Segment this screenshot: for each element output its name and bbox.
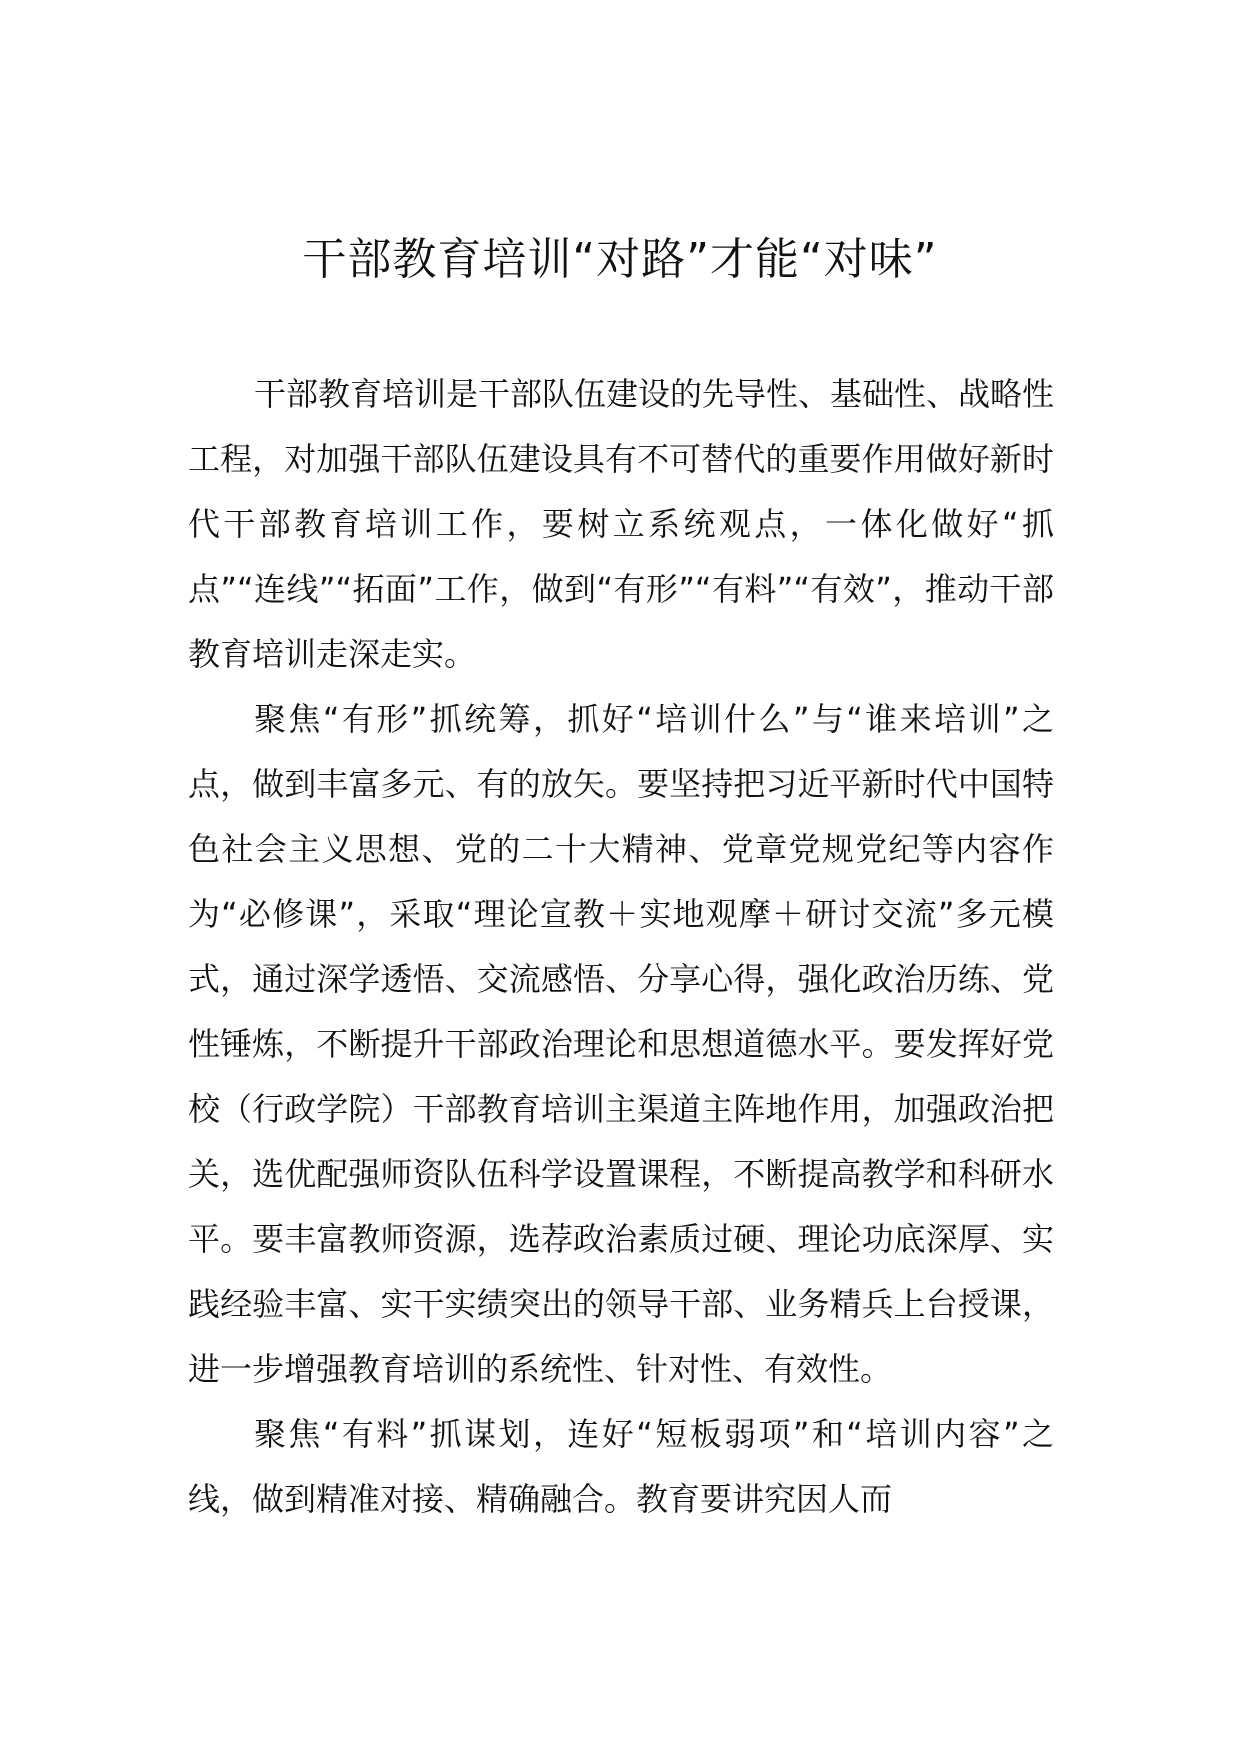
document-body — [188, 362, 1054, 1532]
document-title: 干部教育培训“对路”才能“对味” — [302, 234, 938, 285]
paragraph-youxing: 聚焦“有形”抓统筹，抓好“培训什么”与“谁来培训”之点，做到丰富多元、有的放矢。要坚持把习近平新时代中国特色社会主义思想、党的二十大精神、党章党规党纪等内容作为“必修课”，采取“理论宣教＋实地观摩＋研讨交流”多元模式，通过深学透悟、交流感悟、分享心得，强化政治历练、党性锤炼，不断提升干部政治理论和思想道德水平。要发挥好党校（行政学院）干部教育培训主渠道主阵地作用，加强政治把关，选优配强师资队伍科学设置课程，不断提高教学和科研水平。要丰富教师资源，选荐政治素质过硬、理论功底深厚、实践经验丰富、实干实绩突出的领导干部、业务精兵上台授课，进一步增强教育培训的系统性、针对性、有效性。 — [188, 700, 1054, 1388]
paragraph-intro: 干部教育培训是干部队伍建设的先导性、基础性、战略性工程，对加强干部队伍建设具有不可替代的重要作用做好新时代干部教育培训工作，要树立系统观点，一体化做好“抓点”“连线”“拓面”工作，做到“有形”“有料”“有效”，推动干部教育培训走深走实。 — [188, 375, 1055, 673]
paragraph-youliao: 聚焦“有料”抓谋划，连好“短板弱项”和“培训内容”之线，做到精准对接、精确融合。教育要讲究因人而 — [188, 1415, 1054, 1518]
